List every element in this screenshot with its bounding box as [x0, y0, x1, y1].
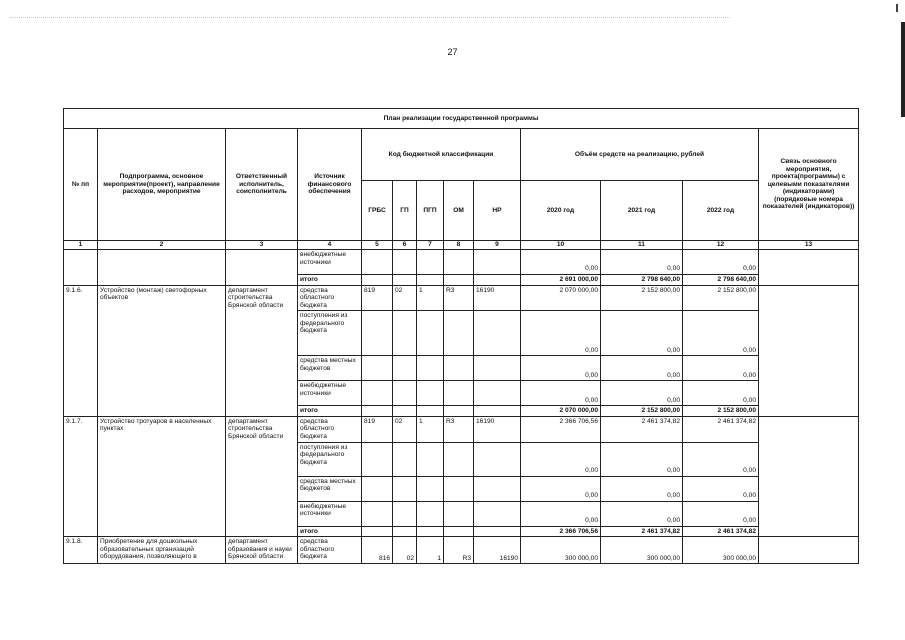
header-executor: Ответственный исполнитель, соисполнитель [226, 129, 298, 241]
table-title: План реализации государственной программы [64, 109, 859, 129]
amount-2022: 2 152 800,00 [683, 285, 759, 311]
header-gp: ГП [393, 181, 417, 241]
amount-2022: 2 461 374,82 [683, 526, 759, 537]
amount-2021: 300 000,00 [601, 537, 683, 564]
om-cell: R3 [444, 416, 474, 442]
gp-cell: 02 [393, 537, 417, 564]
table-row [64, 416, 859, 442]
header-om: ОМ [444, 181, 474, 241]
pgp-cell: 1 [417, 416, 444, 442]
amount-2020: 2 691 000,00 [521, 275, 601, 286]
om-cell: R3 [444, 537, 474, 564]
program-name: Устройство тротуаров в населенных пунктах [98, 416, 226, 536]
om-cell: R3 [444, 285, 474, 311]
amount-2022: 0,00 [683, 442, 759, 476]
source-cell: итого [298, 406, 362, 417]
amount-2022: 0,00 [683, 250, 759, 275]
header-budget-code: Код бюджетной классификации [362, 129, 521, 181]
source-cell: средства местных бюджетов [298, 356, 362, 381]
amount-2021: 2 152 800,00 [601, 285, 683, 311]
amount-2020: 0,00 [521, 311, 601, 356]
pgp-cell: 1 [417, 285, 444, 311]
header-nr: НР [474, 181, 521, 241]
column-number: 4 [298, 241, 362, 250]
column-number: 9 [474, 241, 521, 250]
header-link: Связь основного мероприятия, проекта(программы) с целевыми показателями (индикаторами) (порядковые номера показателей (индикаторов)) [759, 129, 859, 241]
header-funds: Объём средств на реализацию, рублей [521, 129, 759, 181]
column-number: 1 [64, 241, 98, 250]
amount-2022: 2 798 640,00 [683, 275, 759, 286]
gp-cell: 02 [393, 416, 417, 442]
header-grbs: ГРБС [362, 181, 393, 241]
source-cell: поступления из федерального бюджета [298, 311, 362, 356]
source-cell: поступления из федерального бюджета [298, 442, 362, 476]
source-cell: средства областного бюджета [298, 285, 362, 311]
column-number: 3 [226, 241, 298, 250]
header-2022: 2022 год [683, 181, 759, 241]
table-row [64, 285, 859, 311]
source-cell: итого [298, 526, 362, 537]
amount-2022: 2 152 800,00 [683, 406, 759, 417]
column-number: 2 [98, 241, 226, 250]
amount-2021: 0,00 [601, 381, 683, 406]
column-number: 6 [393, 241, 417, 250]
table-row [64, 537, 859, 564]
amount-2020: 300 000,00 [521, 537, 601, 564]
amount-2020: 0,00 [521, 356, 601, 381]
row-number: 9.1.7. [64, 416, 98, 536]
header-pgp: ПГП [417, 181, 444, 241]
amount-2021: 0,00 [601, 501, 683, 526]
column-number: 11 [601, 241, 683, 250]
header-source: Источник финансового обеспечения [298, 129, 362, 241]
amount-2020: 0,00 [521, 476, 601, 501]
amount-2022: 0,00 [683, 476, 759, 501]
amount-2021: 2 461 374,82 [601, 526, 683, 537]
amount-2021: 0,00 [601, 442, 683, 476]
column-number: 7 [417, 241, 444, 250]
budget-plan-table [63, 108, 859, 564]
amount-2022: 0,00 [683, 356, 759, 381]
column-number: 10 [521, 241, 601, 250]
source-cell: внебюджетные источники [298, 501, 362, 526]
column-number: 8 [444, 241, 474, 250]
source-cell: средства областного бюджета [298, 537, 362, 564]
header-num: № пп [64, 129, 98, 241]
nr-cell: 16190 [474, 416, 521, 442]
scan-edge-bar [901, 22, 905, 117]
amount-2020: 0,00 [521, 501, 601, 526]
executor-name: департамент строительства Брянской области [226, 285, 298, 416]
amount-2022: 0,00 [683, 311, 759, 356]
header-dotted-line [10, 17, 730, 18]
row-number: 9.1.6. [64, 285, 98, 416]
program-name: Приобретение для дошкольных образовательных организаций оборудования, позволяющего в [98, 537, 226, 564]
amount-2020: 2 366 706,56 [521, 416, 601, 442]
header-program: Подпрограмма, основное мероприятие(проект), направление расходов, мероприятие [98, 129, 226, 241]
column-number: 5 [362, 241, 393, 250]
amount-2021: 0,00 [601, 356, 683, 381]
amount-2020: 0,00 [521, 442, 601, 476]
source-cell: внебюджетные источники [298, 381, 362, 406]
program-name: Устройство (монтаж) светофорных объектов [98, 285, 226, 416]
amount-2020: 2 366 706,56 [521, 526, 601, 537]
amount-2020: 2 070 000,00 [521, 406, 601, 417]
executor-name: департамент строительства Брянской области [226, 416, 298, 536]
row-number: 9.1.8. [64, 537, 98, 564]
amount-2021: 2 461 374,82 [601, 416, 683, 442]
grbs-cell: 819 [362, 285, 393, 311]
amount-2022: 300 000,00 [683, 537, 759, 564]
source-cell: средства областного бюджета [298, 416, 362, 442]
column-number: 12 [683, 241, 759, 250]
pgp-cell: 1 [417, 537, 444, 564]
amount-2020: 0,00 [521, 381, 601, 406]
source-cell: средства местных бюджетов [298, 476, 362, 501]
page-number: 27 [447, 47, 458, 57]
grbs-cell: 816 [362, 537, 393, 564]
corner-mark [896, 4, 898, 12]
nr-cell: 16190 [474, 537, 521, 564]
amount-2020: 2 070 000,00 [521, 285, 601, 311]
column-number: 13 [759, 241, 859, 250]
amount-2022: 0,00 [683, 501, 759, 526]
header-2020: 2020 год [521, 181, 601, 241]
source-cell: итого [298, 275, 362, 286]
amount-2021: 0,00 [601, 476, 683, 501]
grbs-cell: 819 [362, 416, 393, 442]
table-row [64, 250, 859, 275]
amount-2022: 0,00 [683, 381, 759, 406]
executor-name: департамент образования и науки Брянской области [226, 537, 298, 564]
amount-2021: 2 152 800,00 [601, 406, 683, 417]
amount-2022: 2 461 374,82 [683, 416, 759, 442]
header-2021: 2021 год [601, 181, 683, 241]
source-cell: внебюджетные источники [298, 250, 362, 275]
amount-2020: 0,00 [521, 250, 601, 275]
gp-cell: 02 [393, 285, 417, 311]
amount-2021: 0,00 [601, 250, 683, 275]
amount-2021: 0,00 [601, 311, 683, 356]
amount-2021: 2 798 640,00 [601, 275, 683, 286]
nr-cell: 16190 [474, 285, 521, 311]
